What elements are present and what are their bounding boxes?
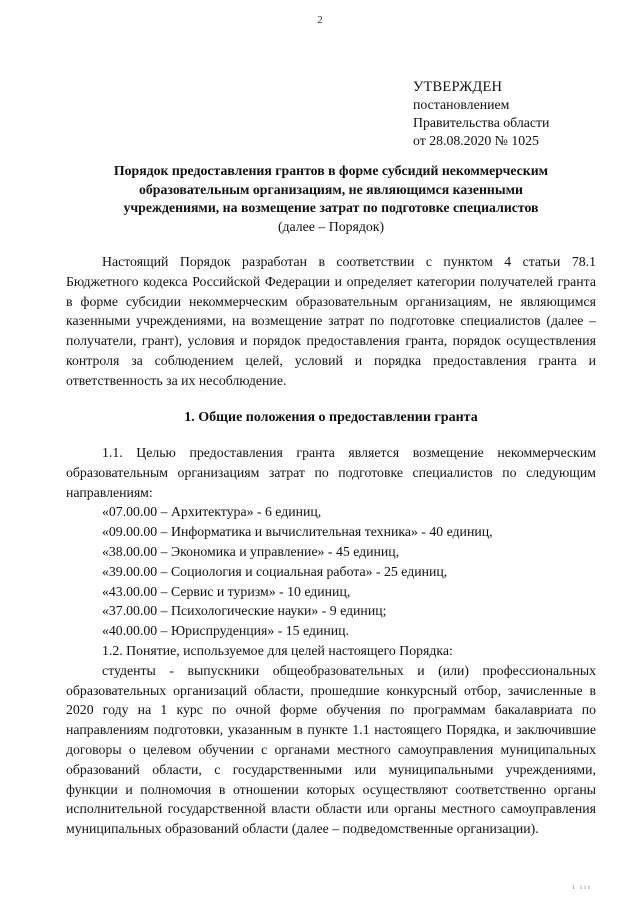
title-line: Порядок предоставления грантов в форме субсидий некоммерческим [113, 163, 549, 178]
footer-mark: ı ııı [572, 883, 592, 891]
list-item: «43.00.00 – Сервис и туризм» - 10 единиц, [102, 583, 351, 599]
list-item: «38.00.00 – Экономика и управление» - 45 единиц, [102, 543, 400, 559]
intro-block [66, 252, 596, 391]
approval-date-line: от 28.08.2020 № 1025 [413, 133, 539, 148]
approval-line: постановлением [413, 97, 510, 112]
list-item: «07.00.00 – Архитектура» - 6 единиц, [102, 504, 322, 520]
document-title [66, 162, 596, 236]
section-body [66, 443, 596, 839]
page-number: 2 [317, 14, 323, 26]
paragraph-1-2: 1.2. Понятие, используемое для целей настоящего Порядка: [102, 642, 453, 658]
list-item: «40.00.00 – Юриспруденция» - 15 единиц. [102, 623, 349, 639]
title-abbreviation: (далее – Порядок) [277, 218, 385, 234]
approval-heading: УТВЕРЖДЕН [413, 79, 503, 95]
section-heading: 1. Общие положения о предоставлении гранта [184, 410, 478, 425]
list-item: «37.00.00 – Психологические науки» - 9 единиц; [102, 603, 387, 619]
approval-line: Правительства области [413, 115, 550, 130]
title-line: учреждениями, на возмещение затрат по подготовке специалистов [123, 200, 539, 215]
students-definition-paragraph: студенты - выпускники общеобразовательных и (или) профессиональных образовательных организаций области, прошедшие конкурсный отбор, зачисленные в 2020 году на 1 курс по очной форме обучения по программам бакалавриата по направлениям подготовки, указанным в пункте 1.1 настоящего Порядка, и заключившие договоры о целевом обучении с органами местного самоуправления муниципальных образований области, с государственными или муниципальными учреждениями, функции и полномочия в отношении которых осуществляют соответственно органы исполнительной государственной власти области или органы местного самоуправления муниципальных образований области (далее – подведомственные организации). [66, 662, 596, 837]
list-item: «09.00.00 – Информатика и вычислительная техника» - 40 единиц, [102, 524, 493, 540]
list-item: «39.00.00 – Социология и социальная работа» - 25 единиц, [102, 563, 448, 579]
intro-paragraph: Настоящий Порядок разработан в соответствии с пунктом 4 статьи 78.1 Бюджетного кодекса Российской Федерации и определяет категории получателей гранта в форме субсидии некоммерческим образовательным организациям, не являющимся казенными учреждениями, на возмещение затрат по подготовке специалистов (далее – получатели, грант), условия и порядок предоставления гранта, порядок осуществления контроля за соблюдением целей, условий и порядка предоставления гранта и ответственность за их несоблюдение. [66, 254, 596, 388]
approval-block [413, 78, 549, 150]
title-line: образовательным организациям, не являющимся казенными [139, 181, 523, 197]
paragraph-1-1: 1.1. Целью предоставления гранта является возмещение некоммерческим образовательным организациям затрат по подготовке специалистов по следующим направлениям: [66, 445, 596, 500]
